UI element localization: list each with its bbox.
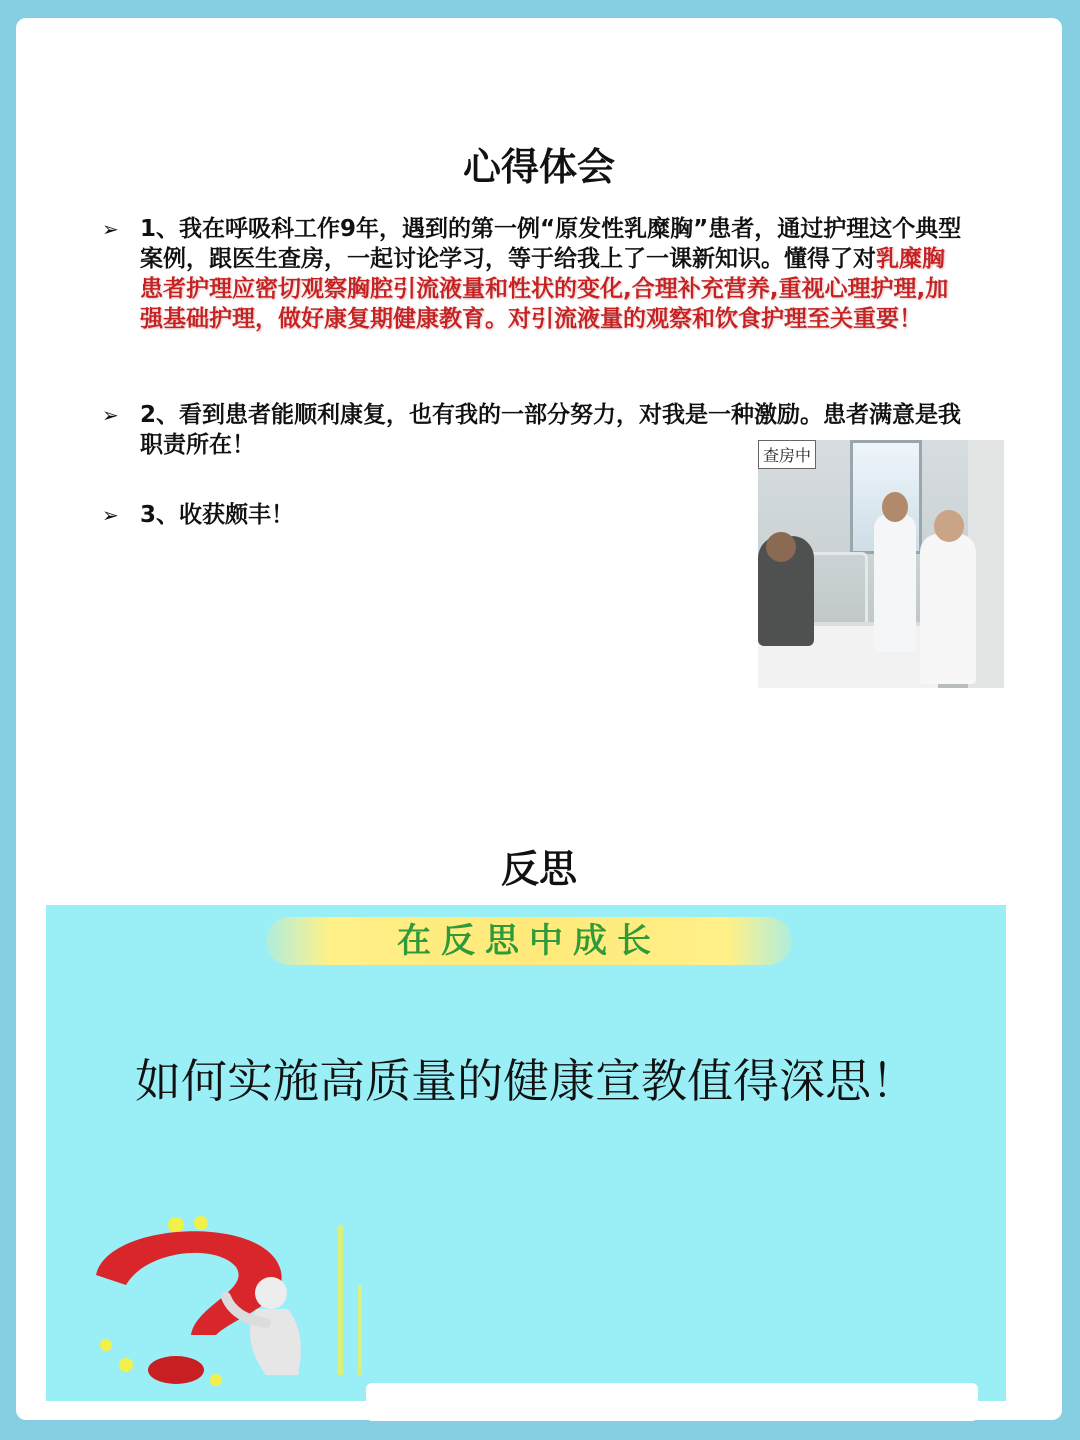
section-title-reflection: 反思 <box>500 847 577 891</box>
page-card <box>16 18 1062 1420</box>
item3-text: 3、收获颇丰！ <box>140 502 295 528</box>
reflection-question: 如何实施高质量的健康宣教值得深思！ <box>135 1054 917 1108</box>
photo-caption: 查房中 <box>758 440 816 469</box>
arrow-bullet-icon: ➢ <box>102 217 119 241</box>
item2-text: 2、看到患者能顺利康复，也有我的一部分努力，对我是一种激励。患者满意是我职责所在！ <box>140 402 962 458</box>
reflection-banner: 在反思中成长 <box>266 917 792 965</box>
bullet-item-1 <box>102 214 962 334</box>
section-title-experience: 心得体会 <box>462 145 615 189</box>
question-mark-figure-icon <box>66 1205 386 1395</box>
reflection-slide <box>46 905 1006 1401</box>
item1-text: 1、我在呼吸科工作9年，遇到的第一例“原发性乳糜胸”患者，通过护理这个典型案例，跟医生查房，一起讨论学习，等于给我上了一课新知识。懂得了对 <box>140 216 962 272</box>
item1-highlight: 乳糜胸患者护理应密切观察胸腔引流液量和性状的变化,合理补充营养,重视心理护理,加强基础护理，做好康复期健康教育。对引流液量的观察和饮食护理至关重要！ <box>140 246 949 332</box>
arrow-bullet-icon: ➢ <box>102 503 119 527</box>
arrow-bullet-icon: ➢ <box>102 403 119 427</box>
ward-round-photo <box>758 440 1004 688</box>
